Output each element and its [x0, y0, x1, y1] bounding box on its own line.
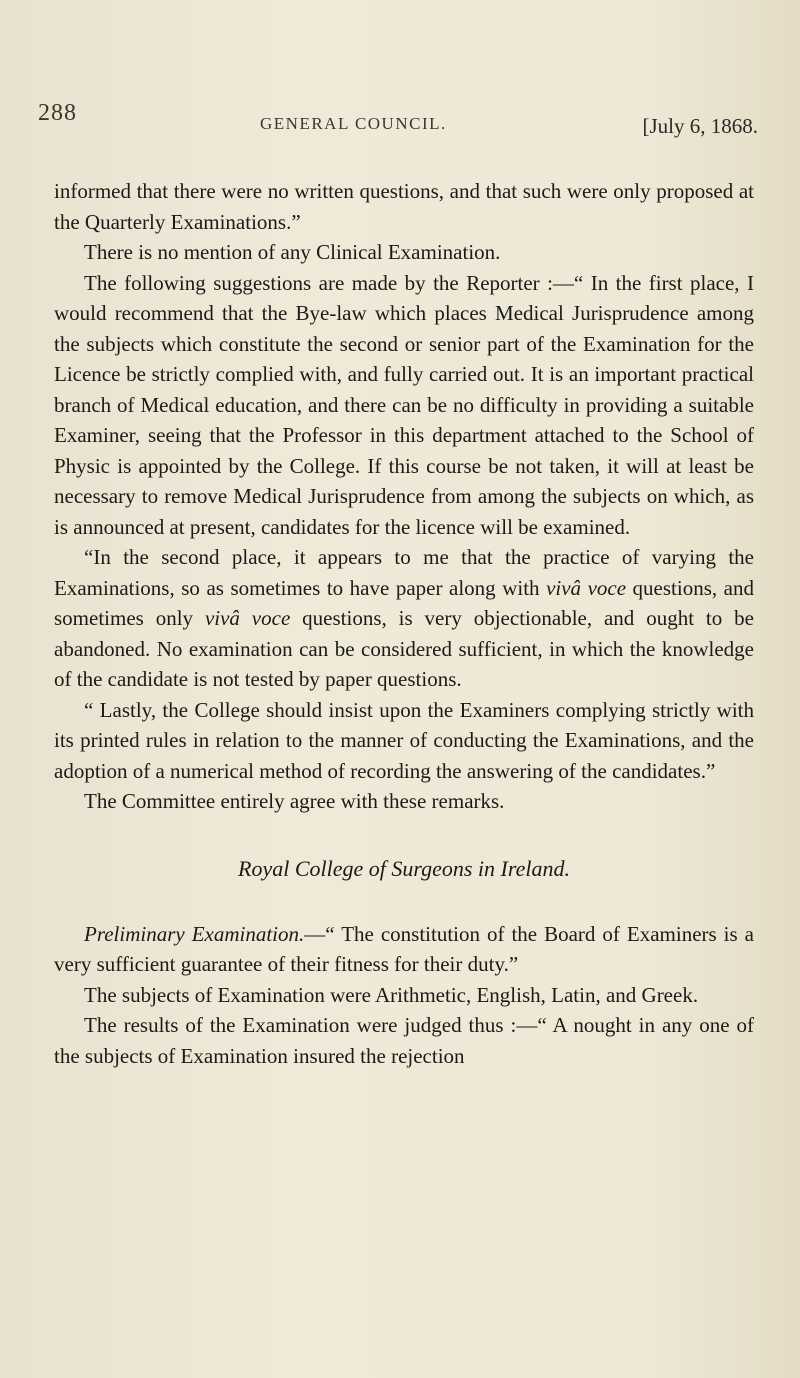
paragraph	[54, 542, 754, 695]
paragraph: The subjects of Examination were Arithmetic, English, Latin, and Greek.	[84, 982, 699, 1007]
text-run: questions, and sometimes only	[54, 575, 754, 630]
page-header	[38, 100, 758, 140]
paragraph: “ Lastly, the College should insist upon the Examiners complying strictly with its printed rules in relation to the manner of conducting the Examinations, and the adoption of a numerical method of recording the answering of the candidates.”	[54, 697, 754, 783]
section-heading: Royal College of Surgeons in Ireland.	[238, 855, 570, 881]
paragraph: The results of the Examination were judged thus :—“ A nought in any one of the subjects of Examination insured the rejection	[54, 1013, 754, 1068]
paragraph: The Committee entirely agree with these remarks.	[84, 789, 505, 813]
paragraph: informed that there were no written questions, and that such were only proposed at the Quarterly Examinations.”	[54, 179, 754, 234]
text-run: “In the second place, it appears to me that the practice of varying the Examinations, so as sometimes to have paper along with	[54, 545, 754, 600]
text-run: —“ The constitution of the Board of Examiners is a very sufficient guarantee of their fitness for their duty.”	[54, 921, 754, 976]
paragraph	[54, 919, 754, 980]
page-body	[54, 176, 754, 1071]
text-run: questions, is very objectionable, and ought to be abandoned. No examination can be considered sufficient, in which the knowledge of the candidate is not tested by paper questions.	[54, 606, 754, 691]
italic-phrase: vivâ voce	[204, 606, 291, 630]
running-title: GENERAL COUNCIL.	[260, 114, 447, 133]
italic-run-in-heading: Preliminary Examination.	[84, 921, 305, 946]
italic-phrase: vivâ voce	[546, 575, 627, 600]
paragraph: There is no mention of any Clinical Examination.	[84, 240, 501, 264]
header-date: [July 6, 1868.	[642, 114, 758, 138]
page-number: 288	[38, 100, 77, 126]
paragraph: The following suggestions are made by the Reporter :—“ In the first place, I would recommend that the Bye-law which places Medical Jurisprudence among the subjects which constitute the second or senior part of the Examination for the Licence be strictly complied with, and fully carried out. It is an important practical branch of Medical education, and there can be no difficulty in providing a suitable Examiner, seeing that the Professor in this department attached to the School of Physic is appointed by the College. If this course be not taken, it will at least be necessary to remove Medical Jurisprudence from among the subjects on which, as is announced at present, candidates for the licence will be examined.	[54, 270, 754, 539]
